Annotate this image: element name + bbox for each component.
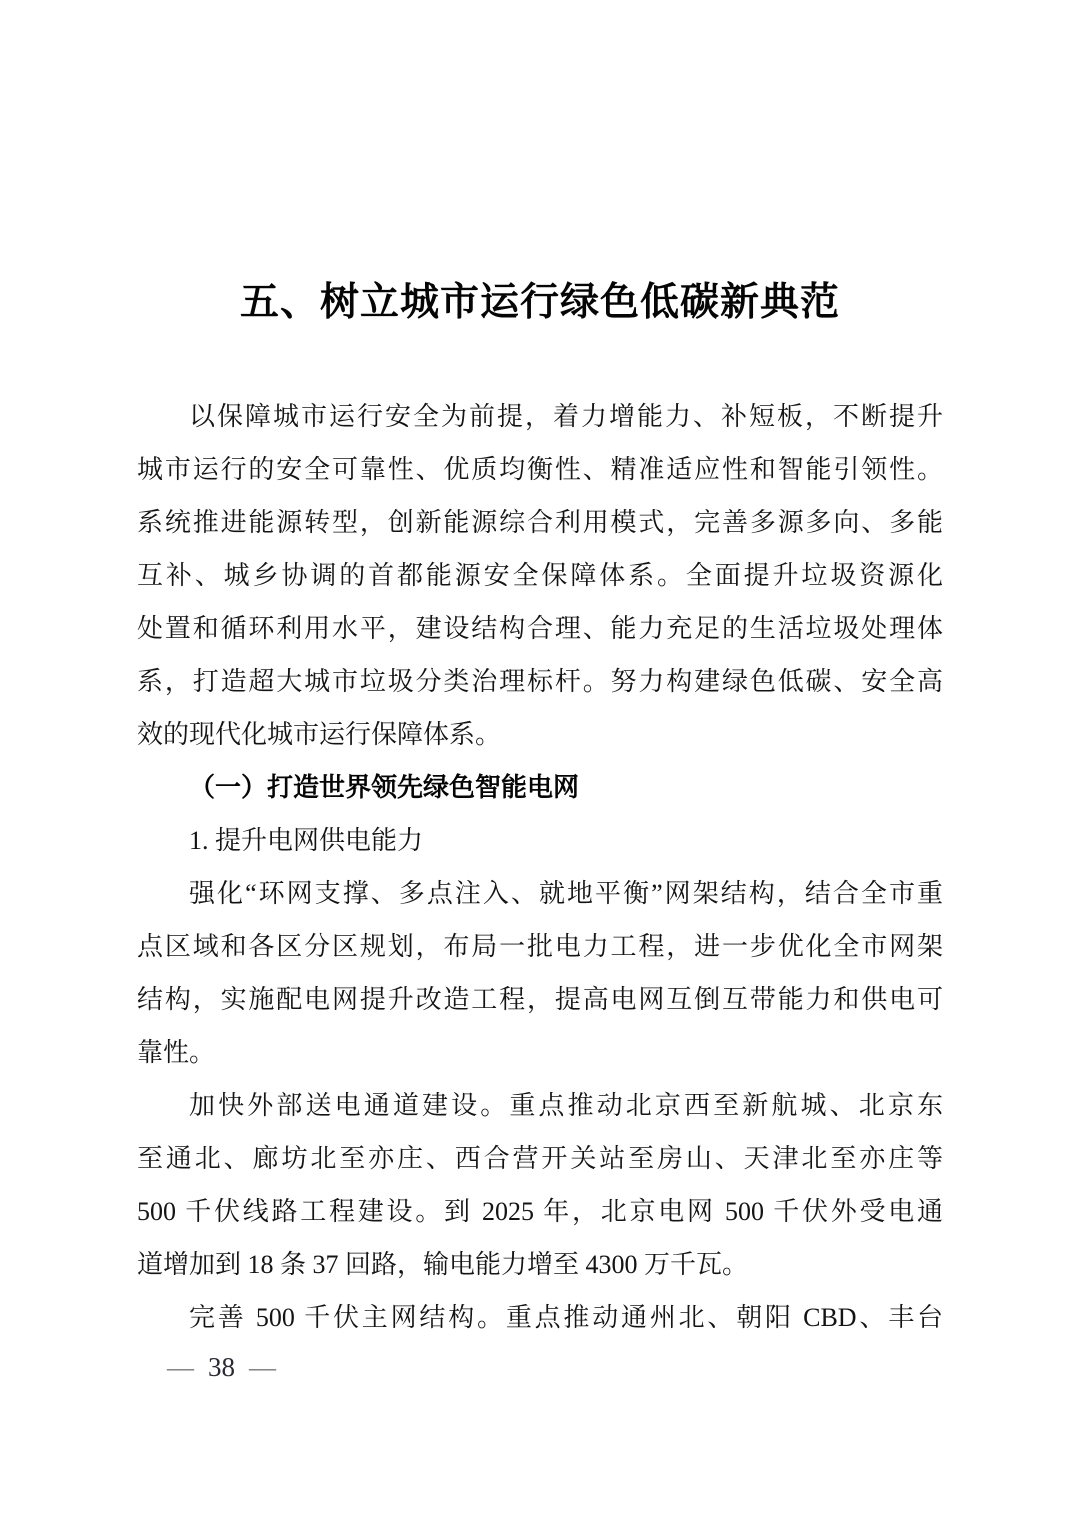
text-line: 靠性。: [137, 1038, 216, 1067]
text-line: 500 千伏线路工程建设。到 2025 年，北京电网 500 千伏外受电通: [137, 1197, 943, 1226]
text-line: 互补、城乡协调的首都能源安全保障体系。全面提升垃圾资源化: [137, 561, 943, 590]
text-line: 系统推进能源转型，创新能源综合利用模式，完善多源多向、多能: [137, 508, 943, 537]
text-line: 至通北、廊坊北至亦庄、西合营开关站至房山、天津北至亦庄等: [137, 1144, 943, 1173]
text-line: 完善 500 千伏主网结构。重点推动通州北、朝阳 CBD、丰台: [189, 1303, 943, 1332]
page-footer: [137, 1351, 943, 1383]
text-line: 处置和循环利用水平，建设结构合理、能力充足的生活垃圾处理体: [137, 614, 943, 643]
text-line: 强化“环网支撑、多点注入、就地平衡”网架结构，结合全市重: [189, 879, 943, 908]
page-title: 五、树立城市运行绿色低碳新典范: [239, 281, 840, 324]
text-line: 结构，实施配电网提升改造工程，提高电网互倒互带能力和供电可: [137, 985, 943, 1014]
document-body: [137, 390, 943, 1344]
text-line: 城市运行的安全可靠性、优质均衡性、精准适应性和智能引领性。: [137, 455, 943, 484]
text-line: 以保障城市运行安全为前提，着力增能力、补短板，不断提升: [189, 402, 943, 431]
section-heading: （一）打造世界领先绿色智能电网: [189, 773, 580, 802]
text-line: 加快外部送电通道建设。重点推动北京西至新航城、北京东: [189, 1091, 943, 1120]
text-line: 系，打造超大城市垃圾分类治理标杆。努力构建绿色低碳、安全高: [137, 667, 943, 696]
text-line: 效的现代化城市运行保障体系。: [137, 720, 502, 749]
footer-right-dash: —: [249, 1352, 276, 1382]
page-number: 38: [208, 1352, 235, 1382]
text-line: 点区域和各区分区规划，布局一批电力工程，进一步优化全市网架: [137, 932, 943, 961]
text-line: 道增加到 18 条 37 回路，输电能力增至 4300 万千瓦。: [137, 1250, 749, 1279]
numbered-item: 1. 提升电网供电能力: [189, 826, 424, 855]
footer-left-dash: —: [167, 1352, 194, 1382]
